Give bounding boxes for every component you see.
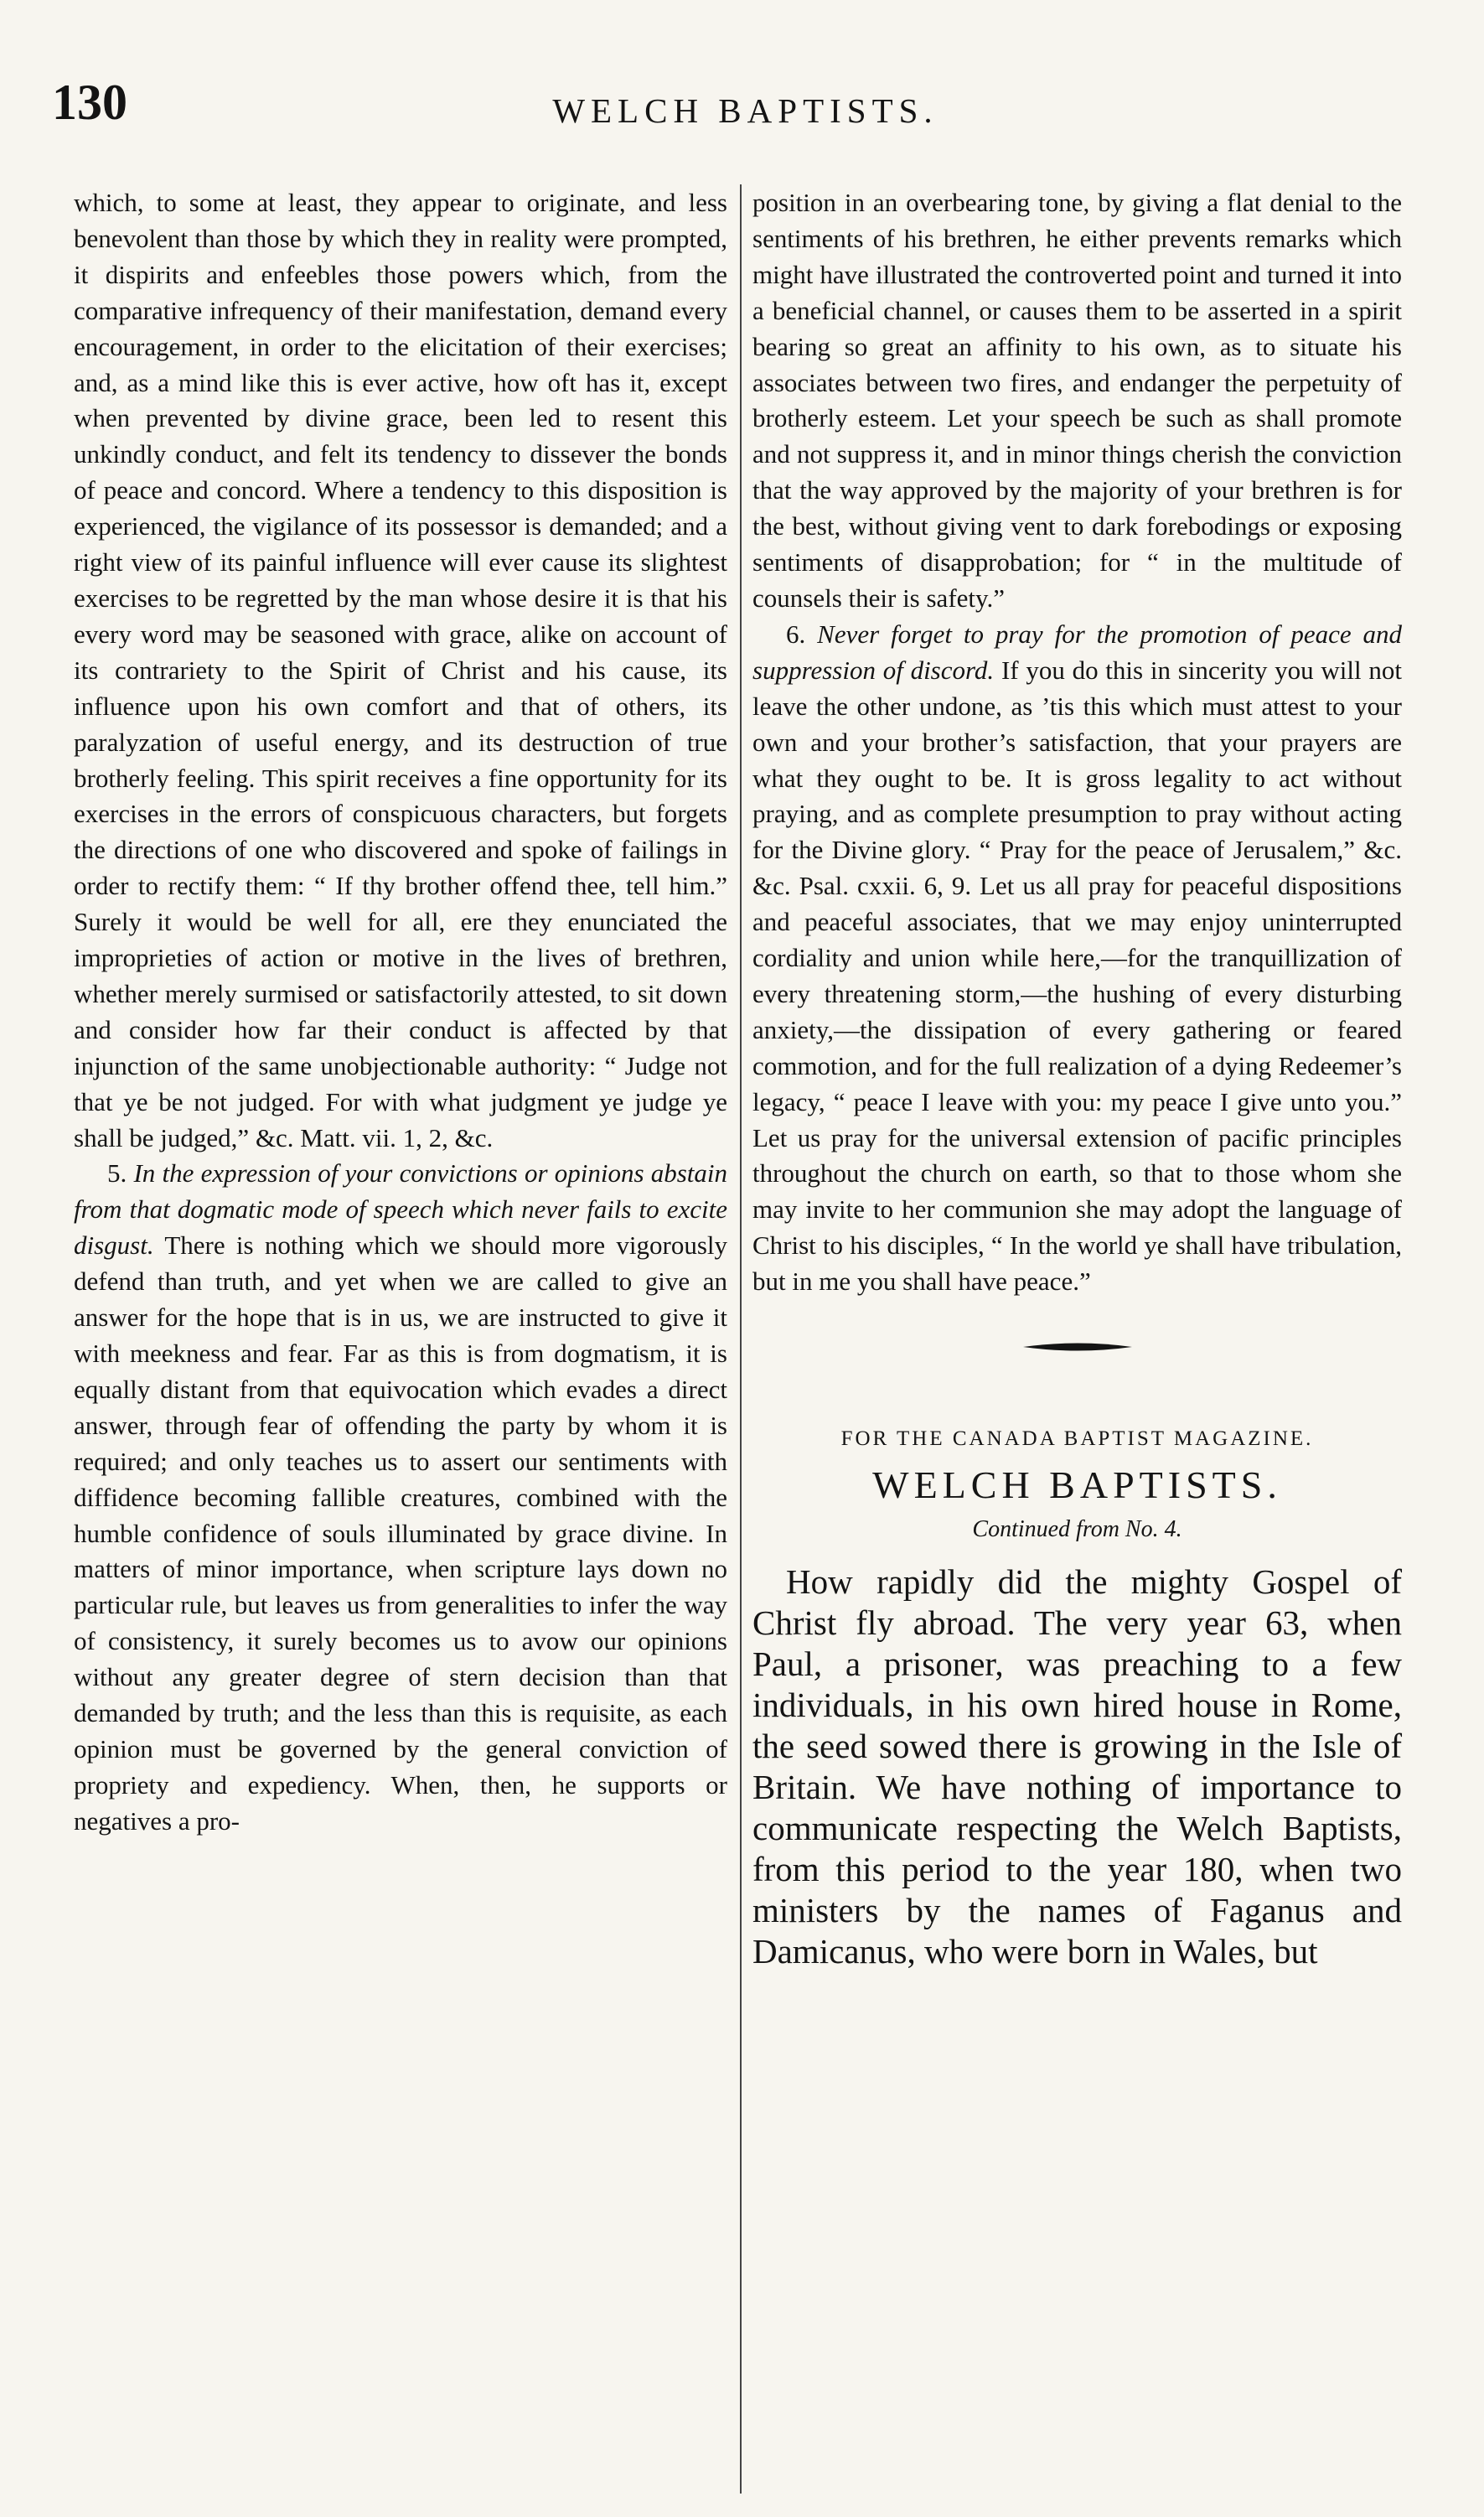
column-divider [740,184,742,2494]
magazine-credit: FOR THE CANADA BAPTIST MAGAZINE. [840,1427,1314,1451]
page-number: 130 [52,75,127,130]
rule-6-number: 6. [786,619,806,649]
rule-6-heading: Never forget to pray for the promotion of peace and suppression of discord. [752,619,1403,685]
right-column [752,185,1402,1972]
section-ornament [752,1339,1402,1402]
article-body: How rapidly did the mighty Gospel of Christ fly abroad. The very year 63, when Paul, a prisoner, was preaching to a few individuals, in his own hired house in Rome, the seed sowed there is growing in the Isle of Britain. We have nothing of importance to communicate respecting the Welch Baptists, from this period to the year 180, when two ministers by the names of Faganus and Damicanus, who were born in Wales, but [752,1562,1402,1971]
rule-6-body: If you do this in sincerity you will not leave the other undone, as ’tis this which must attest to your own and your brother’s satisfaction, that your prayers are what they ought to be. It is gross legality to act without praying, and as complete presumption to pray without acting for the Divine glory. “ Pray for the peace of Jerusalem,” &c. &c. Psal. cxxii. 6, 9. Let us all pray for peaceful dispositions and peaceful associates, that we may enjoy uninterrupted cordiality and union while here,—for the tranquillization of every threatening storm,—the hushing of every disturbing anxiety,—the dissipation of every gathering or feared commotion, and for the full realization of a dying Redeemer’s legacy, “ peace I leave with you: my peace I give unto you.” Let us pray for the universal extension of pacific principles throughout the church on earth, so that to those whom she may invite to her communion she may adopt the language of Christ to his disciples, “ In the world ye shall have tribulation, but in me you shall have peace.” [752,655,1403,1297]
rule-5-heading: In the expression of your convictions or opinions abstain from that dogmatic mode of speech which never fails to excite disgust. [74,1158,728,1261]
right-paragraph-rule-6 [752,617,1402,1300]
article-title: WELCH BAPTISTS. [872,1463,1282,1507]
rule-5-body: There is nothing which we should more vigorously defend than truth, and yet when we are called to give an answer for the hope that is in us, we are instructed to give it with meekness and fear. Far as this is from dogmatism, it is equally distant from that equivocation which evades a direct answer, through fear of offending the party by whom it is required; and only teaches us to assert our sentiments with diffidence becoming fallible creatures, combined with the humble confidence of souls illuminated by grace divine. In matters of minor importance, when scripture lays down no particular rule, but leaves us from generalities to infer the way of consistency, it surely becomes us to avow our opinions without any greater degree of stern decision than that demanded by truth; and the less than this is requisite, as each opinion must be governed by the general conviction of propriety and expediency. When, then, he supports or negatives a pro- [74,1230,727,1836]
running-title: WELCH BAPTISTS. [552,91,938,130]
rule-5-number: 5. [107,1158,127,1189]
left-paragraph-continued: which, to some at least, they appear to originate, and less benevolent than those by which they in reality were prompted, it dispirits and enfeebles those powers which, from the comparative infrequency of their manifestation, demand every encouragement, in order to the elicitation of their exercises; and, as a mind like this is ever active, how oft has it, except when prevented by divine grace, been led to resent this unkindly conduct, and felt its tendency to dissever the bonds of peace and concord. Where a tendency to this disposition is experienced, the vigilance of its possessor is demanded; and a right view of its painful influence will ever cause its slightest exercises to be regretted by the man whose desire it is that his every word may be seasoned with grace, alike on account of its contrariety to the Spirit of Christ and his cause, its influence upon his own comfort and that of others, its paralyzation of useful energy, and its destruction of true brotherly feeling. This spirit receives a fine opportunity for its exercises in the errors of conspicuous characters, but forgets the directions of one who discovered and spoke of failings in order to rectify them: “ If thy brother offend thee, tell him.” Surely it would be well for all, ere they enunciated the improprieties of action or motive in the lives of brethren, whether merely surmised or satisfactorily attested, to sit down and consider how far their conduct is affected by that injunction of the same unobjectionable authority: “ Judge not that ye be not judged. For with what judgment ye judge ye shall be judged,” &c. Matt. vii. 1, 2, &c. [74,188,727,1152]
continued-note: Continued from No. 4. [972,1516,1182,1543]
ornament-rule-icon [1023,1339,1132,1355]
right-paragraph-continued: position in an overbearing tone, by giving a flat denial to the sentiments of his brethren, he either prevents remarks which might have illustrated the controverted point and turned it into a beneficial channel, or causes them to be asserted in a spirit bearing so great an affinity to his own, as to situate his associates between two fires, and endanger the perpetuity of brotherly esteem. Let your speech be such as shall promote and not suppress it, and in minor things cherish the conviction that the way approved by the majority of your brethren is for the best, without giving vent to dark forebodings or exposing sentiments of disapprobation; for “ in the multitude of counsels their is safety.” [752,188,1402,613]
left-paragraph-rule-5 [74,1156,727,1839]
left-column [74,185,727,1840]
page-header [52,74,1439,141]
